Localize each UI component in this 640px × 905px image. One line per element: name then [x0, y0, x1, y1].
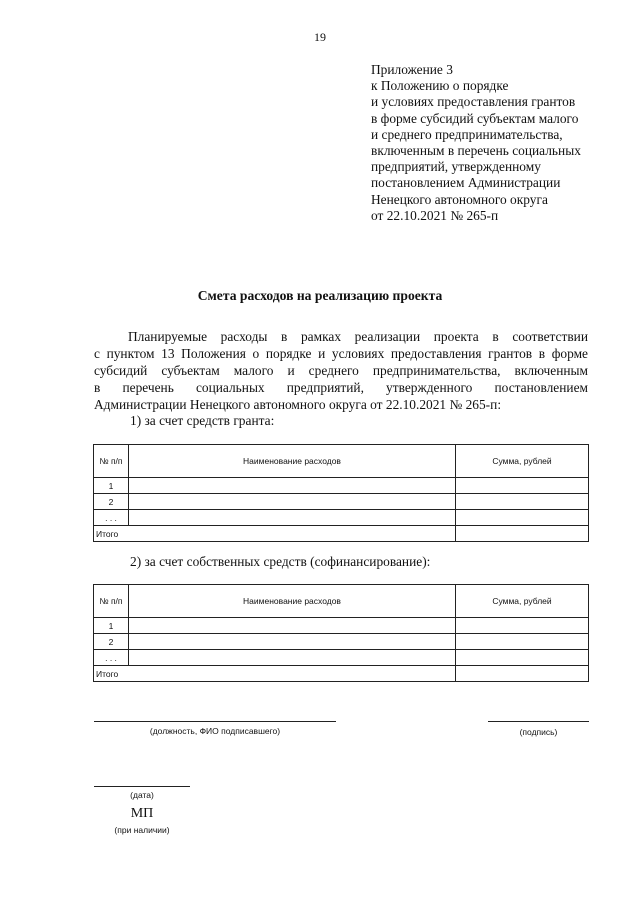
- page-number: 19: [314, 30, 326, 44]
- appendix-line: постановлением Администрации: [371, 175, 561, 191]
- table-header-row: [94, 445, 589, 478]
- total-label: Итого: [94, 526, 456, 542]
- expense-name-cell[interactable]: [129, 650, 456, 666]
- date-line[interactable]: [94, 786, 190, 787]
- expense-name-cell[interactable]: [129, 494, 456, 510]
- table-row: [94, 510, 589, 526]
- col-name-header: Наименование расходов: [129, 585, 456, 618]
- expense-name-cell[interactable]: [129, 618, 456, 634]
- col-sum-header: Сумма, рублей: [456, 585, 589, 618]
- row-number: . . .: [94, 510, 129, 526]
- signature-line[interactable]: [488, 721, 589, 722]
- paragraph-line: субсидий субъектам малого и среднего предпринимательства, включенным: [94, 363, 588, 378]
- section1-heading: 1) за счет средств гранта:: [130, 413, 275, 428]
- appendix-line: включенным в перечень социальных: [371, 143, 581, 159]
- date-caption: (дата): [130, 790, 154, 800]
- document-title: Смета расходов на реализацию проекта: [197, 288, 443, 303]
- appendix-line: предприятий, утвержденному: [371, 159, 541, 175]
- total-label: Итого: [94, 666, 456, 682]
- col-number-header: № п/п: [94, 445, 129, 478]
- col-sum-header: Сумма, рублей: [456, 445, 589, 478]
- appendix-line: Ненецкого автономного округа: [371, 191, 548, 207]
- expense-sum-cell[interactable]: [456, 494, 589, 510]
- intro-paragraph: [94, 328, 588, 413]
- expense-sum-cell[interactable]: [456, 634, 589, 650]
- expense-name-cell[interactable]: [129, 478, 456, 494]
- expense-sum-cell[interactable]: [456, 650, 589, 666]
- table-row: [94, 478, 589, 494]
- total-sum-cell[interactable]: [456, 526, 589, 542]
- expense-name-cell[interactable]: [129, 510, 456, 526]
- row-number: . . .: [94, 650, 129, 666]
- stamp-caption: (при наличии): [114, 825, 170, 835]
- section2-heading: 2) за счет собственных средств (софинансирование):: [130, 554, 431, 569]
- appendix-line: Приложение 3: [371, 62, 453, 77]
- paragraph-line: в перечень социальных предприятий, утвержденного постановлением: [94, 380, 588, 395]
- expense-name-cell[interactable]: [129, 634, 456, 650]
- table-total-row: [94, 526, 589, 542]
- table-total-row: [94, 666, 589, 682]
- signature-caption: (подпись): [519, 727, 558, 737]
- appendix-line: и условиях предоставления грантов: [371, 94, 576, 110]
- appendix-line: к Положению о порядке: [371, 78, 509, 94]
- appendix-header: [371, 62, 581, 224]
- expense-sum-cell[interactable]: [456, 618, 589, 634]
- cofinancing-cost-table: [93, 584, 589, 682]
- position-caption: (должность, ФИО подписавшего): [149, 726, 281, 736]
- position-signature-line[interactable]: [94, 721, 336, 722]
- row-number: 2: [94, 494, 129, 510]
- col-number-header: № п/п: [94, 585, 129, 618]
- row-number: 1: [94, 478, 129, 494]
- grant-cost-table: [93, 444, 589, 542]
- stamp-label: МП: [130, 806, 154, 821]
- paragraph-line: Администрации Ненецкого автономного округа от 22.10.2021 № 265-п:: [94, 397, 502, 412]
- table-row: [94, 634, 589, 650]
- paragraph-line: Планируемые расходы в рамках реализации проекта в соответствии: [128, 329, 588, 344]
- appendix-line: в форме субсидий субъектам малого: [371, 110, 579, 126]
- appendix-line: и среднего предпринимательства,: [371, 126, 563, 142]
- table-row: [94, 618, 589, 634]
- table-row: [94, 494, 589, 510]
- expense-sum-cell[interactable]: [456, 478, 589, 494]
- paragraph-line: с пунктом 13 Положения о порядке и условиях предоставления грантов в форме: [94, 346, 588, 361]
- row-number: 2: [94, 634, 129, 650]
- total-sum-cell[interactable]: [456, 666, 589, 682]
- expense-sum-cell[interactable]: [456, 510, 589, 526]
- table-row: [94, 650, 589, 666]
- table-header-row: [94, 585, 589, 618]
- col-name-header: Наименование расходов: [129, 445, 456, 478]
- row-number: 1: [94, 618, 129, 634]
- appendix-line: от 22.10.2021 № 265-п: [371, 207, 499, 223]
